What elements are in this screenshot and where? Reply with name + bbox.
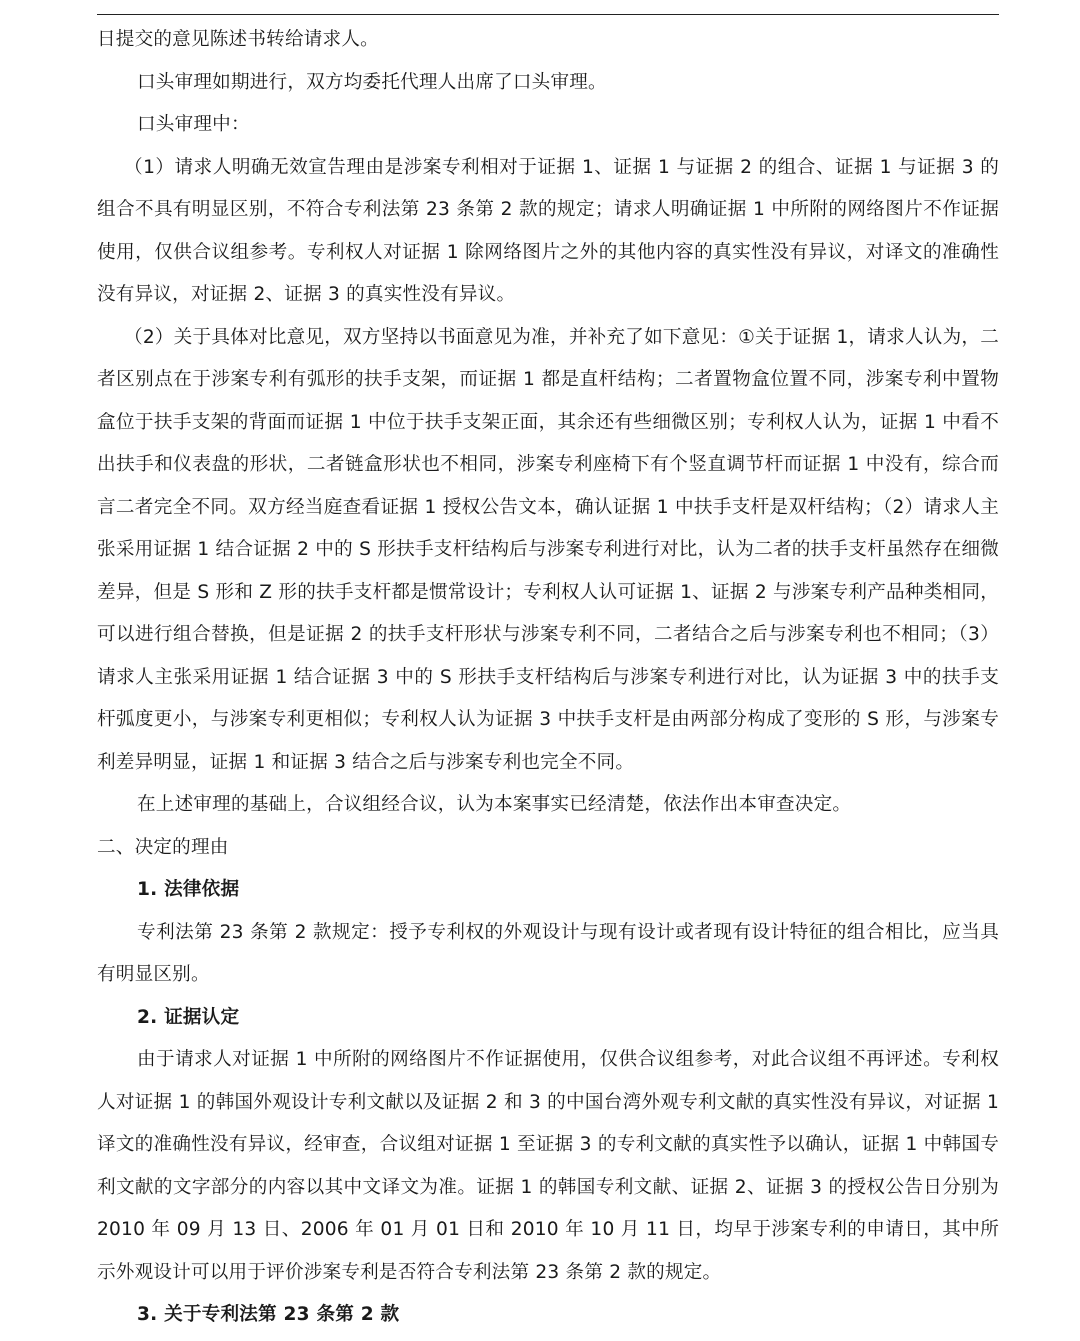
subheading-legal-basis: 1. 法律依据 [137, 879, 240, 900]
paragraph-oral-hearing: 口头审理如期进行，双方均委托代理人出席了口头审理。 [137, 71, 607, 93]
paragraph-point-2: （2）关于具体对比意见，双方坚持以书面意见为准，并补充了如下意见：①关于证据 1，请求人认为，二者区别点在于涉案专利有弧形的扶手支架，而证据 1 都是直杆结构；二者置物盒位置不同，涉案专利中置物盒位于扶手支架的背面而证据 1 中位于扶手支架正面，其余还有些细微区别；专利权人认为，证据 1 中看不出扶手和仪表盘的形状，二者链盒形状也不相同，涉案专利座椅下有个竖直调节杆而证据 1 中没有，综合而言二者完全不同。双方经当庭查看证据 1 授权公告文本，确认证据 1 中扶手支杆是双杆结构；（2）请求人主张采用证据 1 结合证据 2 中的 S 形扶手支杆结构后与涉案专利进行对比，认为二者的扶手支杆虽然存在细微差异，但是 S 形和 Z 形的扶手支杆都是惯常设计；专利权人认可证据 1、证据 2 与涉案专利产品种类相同，可以进行组合替换，但是证据 2 的扶手支杆形状与涉案专利不同，二者结合之后与涉案专利也不相同；（3）请求人主张采用证据 1 结合证据 3 中的 S 形扶手支杆结构后与涉案专利进行对比，认为证据 3 中的扶手支杆弧度更小，与涉案专利更相似；专利权人认为证据 3 中扶手支杆是由两部分构成了变形的 S 形，与涉案专利差异明显，证据 1 和证据 3 结合之后与涉案专利也完全不同。 [97, 326, 999, 773]
subheading-article-23: 3. 关于专利法第 23 条第 2 款 [137, 1304, 400, 1325]
paragraph-conclusion: 在上述审理的基础上，合议组经合议，认为本案事实已经清楚，依法作出本审查决定。 [137, 794, 852, 815]
document-body [97, 19, 999, 1337]
paragraph-continuation: 日提交的意见陈述书转给请求人。 [97, 29, 379, 50]
paragraph-evidence: 由于请求人对证据 1 中所附的网络图片不作证据使用，仅供合议组参考，对此合议组不再评述。专利权人对证据 1 的韩国外观设计专利文献以及证据 2 和 3 的中国台湾外观专利文献的真实性没有异议，对证据 1 译文的准确性没有异议，经审查，合议组对证据 1 至证据 3 的专利文献的真实性予以确认，证据 1 中韩国专利文献的文字部分的内容以其中文译文为准。证据 1 的韩国专利文献、证据 2、证据 3 的授权公告日分别为 2010 年 09 月 13 日、2006 年 01 月 01 日和 2010 年 10 月 11 日，均早于涉案专利的申请日，其中所示外观设计可以用于评价涉案专利是否符合专利法第 23 条第 2 款的规定。 [97, 1049, 999, 1283]
paragraph-legal-basis: 专利法第 23 条第 2 款规定：授予专利权的外观设计与现有设计或者现有设计特征的组合相比，应当具有明显区别。 [97, 921, 999, 985]
paragraph-oral-hearing-intro: 口头审理中： [137, 114, 250, 135]
section-heading-reasons: 二、决定的理由 [97, 836, 229, 858]
header-rule [97, 14, 999, 15]
paragraph-point-1: （1）请求人明确无效宣告理由是涉案专利相对于证据 1、证据 1 与证据 2 的组合、证据 1 与证据 3 的组合不具有明显区别，不符合专利法第 23 条第 2 款的规定；请求人明确证据 1 中所附的网络图片不作证据使用，仅供合议组参考。专利权人对证据 1 除网络图片之外的其他内容的真实性没有异议，对译文的准确性没有异议，对证据 2、证据 3 的真实性没有异议。 [97, 156, 999, 305]
subheading-evidence: 2. 证据认定 [137, 1006, 240, 1028]
